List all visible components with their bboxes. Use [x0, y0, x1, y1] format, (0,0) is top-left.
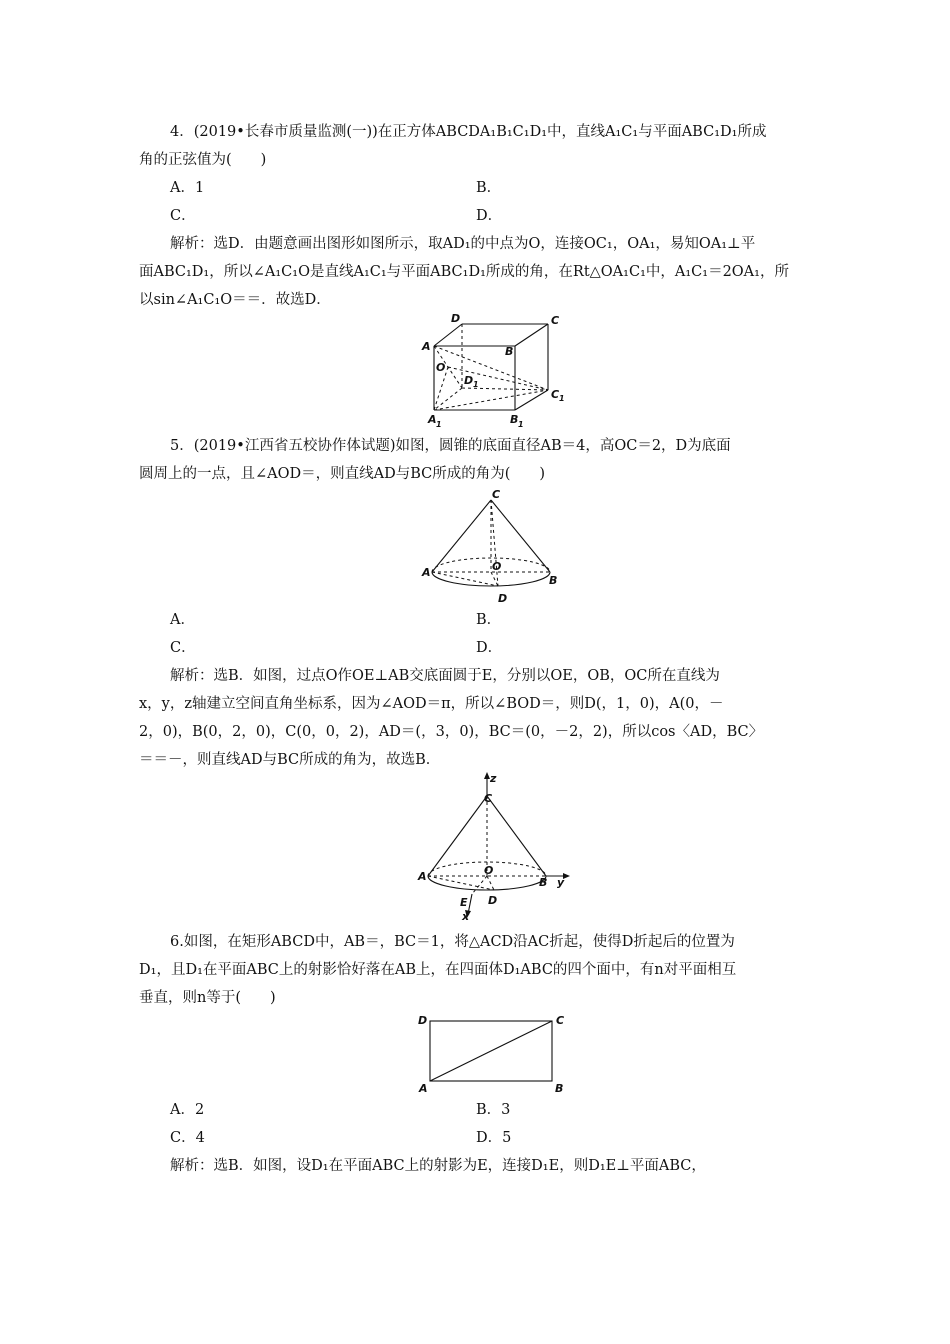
cube-figure [418, 312, 578, 432]
axes-label-d: D [488, 894, 498, 907]
axes-label-y: y [557, 876, 565, 889]
problem5-option-b: B． [476, 612, 502, 628]
cube-label-o: O [436, 361, 446, 374]
problem4-stem-line1: 4．(2019•长春市质量监测(一))在正方体ABCDA₁B₁C₁D₁中，直线A₁C₁与平面ABC₁D₁所成 [170, 124, 767, 140]
cube-label-a: A [422, 340, 431, 353]
problem4-solution-line1: 解析：选D．由题意画出图形如图所示，取AD₁的中点为O，连接OC₁，OA₁，易知OA₁⊥平 [170, 236, 756, 252]
problem5-option-a: A． [170, 612, 195, 628]
rect-label-c: C [556, 1014, 565, 1027]
problem6-solution-line1: 解析：选B．如图，设D₁在平面ABC上的射影为E，连接D₁E，则D₁E⊥平面ABC， [170, 1158, 706, 1174]
axes-label-o: O [484, 864, 494, 877]
rect-label-d: D [418, 1014, 428, 1027]
cone-label-a: A [422, 566, 431, 579]
cone-label-o: O [492, 560, 502, 573]
rectangle-figure [414, 1010, 574, 1096]
problem6-stem-line3: 垂直，则n等于( ) [139, 990, 276, 1006]
axes-label-z: z [490, 772, 497, 785]
problem4-option-b: B． [476, 180, 502, 196]
problem5-solution-line4: ＝＝－，则直线AD与BC所成的角为，故选B． [139, 752, 441, 768]
cube-label-c: C [551, 314, 560, 327]
problem6-option-a: A．2 [170, 1102, 205, 1118]
axes-label-x: x [462, 910, 470, 922]
problem6-option-c: C．4 [170, 1130, 205, 1146]
cube-label-b1-sub: 1 [518, 420, 524, 429]
cube-label-d1-sub: 1 [473, 380, 479, 389]
problem5-stem-line1: 5．(2019•江西省五校协作体试题)如图，圆锥的底面直径AB＝4，高OC＝2，D为底面 [170, 438, 731, 454]
problem5-option-d: D． [476, 640, 503, 656]
problem6-option-b: B．3 [476, 1102, 511, 1118]
problem5-option-c: C． [170, 640, 196, 656]
cone-axes-figure [414, 772, 579, 922]
problem4-stem-line2: 角的正弦值为( ) [139, 152, 267, 168]
problem4-option-a: A．1 [170, 180, 205, 196]
cube-label-a1-sub: 1 [436, 420, 442, 429]
cube-label-a1: A [428, 413, 437, 426]
problem6-stem-line1: 6.如图，在矩形ABCD中，AB＝，BC＝1，将△ACD沿AC折起，使得D折起后的位置为 [170, 934, 735, 950]
axes-label-c: C [484, 792, 493, 805]
problem5-solution-line2: x，y，z轴建立空间直角坐标系，因为∠AOD＝π，所以∠BOD＝，则D(，1，0)，A(0，－ [139, 696, 724, 712]
problem4-solution-line2: 面ABC₁D₁，所以∠A₁C₁O是直线A₁C₁与平面ABC₁D₁所成的角，在Rt△OA₁C₁中，A₁C₁＝2OA₁，所 [139, 264, 789, 280]
cube-label-b: B [505, 345, 514, 358]
problem5-stem-line2: 圆周上的一点，且∠AOD＝，则直线AD与BC所成的角为( ) [139, 466, 546, 482]
cube-label-c1: C [551, 388, 560, 401]
cone-label-b: B [549, 574, 558, 587]
rect-label-b: B [555, 1082, 564, 1095]
problem6-option-d: D．5 [476, 1130, 512, 1146]
cube-label-d: D [451, 312, 461, 325]
rect-label-a: A [419, 1082, 428, 1095]
problem6-stem-line2: D₁，且D₁在平面ABC上的射影恰好落在AB上，在四面体D₁ABC的四个面中，有n对平面相互 [139, 962, 737, 978]
problem4-solution-line3: 以sin∠A₁C₁O＝＝．故选D． [139, 292, 331, 308]
problem4-option-d: D． [476, 208, 503, 224]
cone-label-c: C [492, 488, 501, 501]
problem4-option-c: C． [170, 208, 196, 224]
problem5-solution-line3: 2，0)，B(0，2，0)，C(0，0，2)，AD＝(，3，0)，BC＝(0，－2，2)，所以cos〈AD，BC〉 [139, 724, 764, 740]
problem5-solution-line1: 解析：选B．如图，过点O作OE⊥AB交底面圆于E，分别以OE，OB，OC所在直线为 [170, 668, 720, 684]
cone-label-d: D [498, 592, 508, 605]
cube-label-d1: D [464, 374, 474, 387]
cube-label-c1-sub: 1 [559, 394, 565, 403]
cone-figure [420, 486, 570, 608]
axes-label-e: E [460, 896, 468, 909]
axes-label-b: B [539, 876, 548, 889]
cube-label-b1: B [510, 413, 519, 426]
axes-label-a: A [418, 870, 427, 883]
